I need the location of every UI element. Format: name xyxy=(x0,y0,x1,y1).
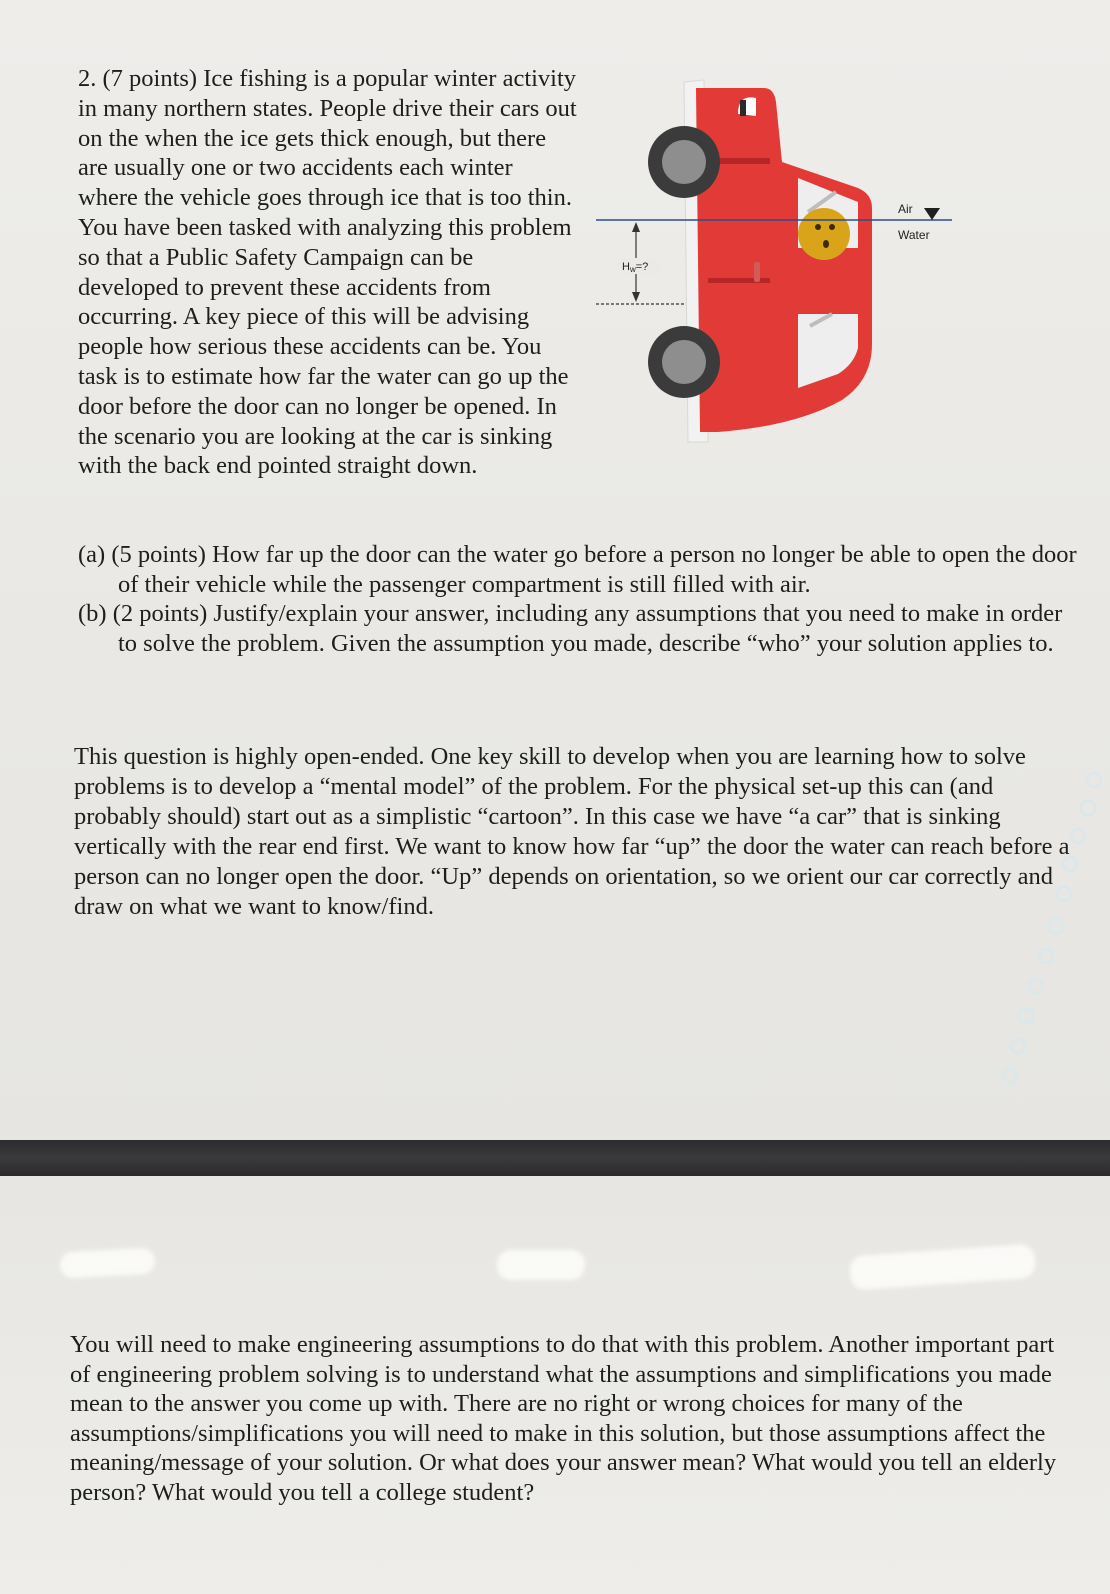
guidance-paragraph-1: This question is highly open-ended. One key skill to develop when you are learning how to solve problems is to develop a “mental model” of the problem. For the physical set-up this can (and probably should) start out as a simplistic “cartoon”. In this case we have “a car” that is sinking vertically with the rear end first. We want to know how far “up” the door the water can reach before a person can no longer open the door. “Up” depends on orientation, so we orient our car correctly and draw on what we want to know/find. xyxy=(74,743,1070,920)
driver-eye xyxy=(815,224,821,230)
tail-light-bar xyxy=(740,100,746,116)
air-label: Air xyxy=(898,202,913,216)
guidance-paragraph-2: You will need to make engineering assumptions to do that with this problem. Another important part of engineering problem solving is to understand what the assumptions and simplifications you made mean to the answer you come up with. There are no right or wrong choices for many of the assumptions/simplifications you will need to make in this solution, but those assumptions affect the meaning/message of your solution. Or what does your answer mean? What would you tell an elderly person? What would you tell a college student? xyxy=(70,1331,1057,1506)
redaction-mark xyxy=(59,1248,155,1279)
driver-eye xyxy=(829,224,835,230)
part-b: (b) (2 points) Justify/explain your answer, including any assumptions that you need to make in order to solve the problem. Given the assumption you made, describe “who” your solution applies to. xyxy=(78,600,1063,657)
water-label: Water xyxy=(898,228,930,242)
hw-arrow-top xyxy=(632,222,640,232)
car-stripe xyxy=(708,278,770,283)
screen-bezel xyxy=(0,1140,1110,1176)
car-body xyxy=(696,88,872,432)
redaction-mark xyxy=(497,1250,585,1280)
car-diagram xyxy=(596,62,956,462)
front-tire xyxy=(648,326,720,398)
driver-head xyxy=(798,208,850,260)
rear-tire xyxy=(648,126,720,198)
problem-intro: 2. (7 points) Ice fishing is a popular winter activity in many northern states. People drive their cars out on the when the ice gets thick enough, but there are usually one or two accidents each winter where the vehicle goes through ice that is too thin. You have been tasked with analyzing this problem so that a Public Safety Campaign can be developed to prevent these accidents from occurring. A key piece of this will be advising people how serious these accidents can be. You task is to estimate how far the water can go up the door before the door can no longer be opened. In the scenario you are looking at the car is sinking with the back end pointed straight down. xyxy=(78,65,577,480)
sinking-car-figure xyxy=(596,62,956,462)
question-parts xyxy=(78,540,1078,658)
hw-arrow-bottom xyxy=(632,292,640,302)
door-handle xyxy=(754,262,760,282)
water-surface-marker xyxy=(924,208,940,220)
driver-mouth xyxy=(823,240,829,248)
screen-glare-dots xyxy=(990,770,1110,1110)
hw-label: Hw=? xyxy=(622,261,649,274)
part-a: (a) (5 points) How far up the door can the water go before a person no longer be able to open the door of their vehicle while the passenger compartment is still filled with air. xyxy=(78,541,1077,598)
